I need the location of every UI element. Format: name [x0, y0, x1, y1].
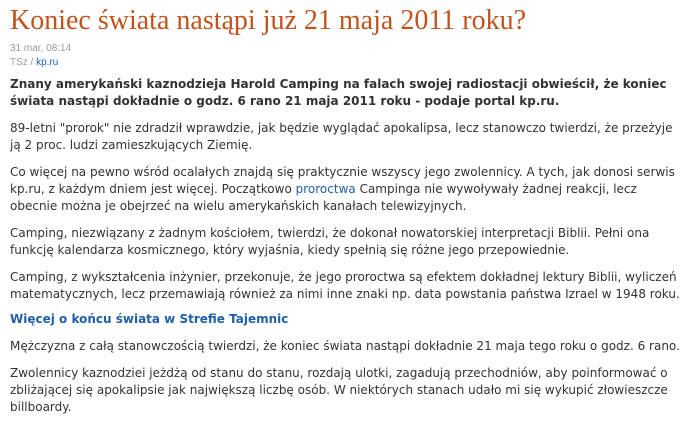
byline-separator: / [27, 57, 37, 68]
related-article-link[interactable]: Więcej o końcu świata w Strefie Tajemnic [10, 312, 289, 326]
author-name: TSz [10, 57, 28, 68]
paragraph-2 [10, 164, 682, 215]
prophecy-link[interactable]: proroctwa [295, 182, 356, 196]
article-lead: Znany amerykański kaznodzieja Harold Camping na falach swojej radiostacji obwieścił, że koniec świata nastąpi dokładnie o godz. 6 rano 21 maja 2011 roku - podaje portal kp.ru. [10, 77, 667, 108]
related-section [10, 311, 682, 328]
paragraph-2-text-end: Campinga nie wywoływały żadnej reakcji, lecz obecnie można je obejrzeć na wielu amerykańskich kanałach telewizyjnych. [10, 182, 637, 213]
article-meta [10, 42, 682, 70]
paragraph-1: 89-letni "prorok" nie zdradził wprawdzie, jak będzie wyglądać apokalipsa, lecz stanowczo twierdzi, że przeżyje ją 2 proc. ludzi zamieszkujących Ziemię. [10, 121, 673, 152]
article [10, 0, 682, 416]
paragraph-2-text-start: Co więcej na pewno wśród ocalałych znajdą się praktycznie wszyscy jego zwolennicy. A tych, jak donosi serwis kp.ru, z każdym dniem jest więcej. Początkowo [10, 165, 675, 196]
article-byline [10, 56, 682, 70]
source-link[interactable]: kp.ru [36, 57, 59, 68]
article-date: 31 mar, 08:14 [10, 43, 72, 54]
article-title: Koniec świata nastąpi już 21 maja 2011 roku? [10, 5, 527, 36]
paragraph-3: Camping, niezwiązany z żadnym kościołem, twierdzi, że dokonał nowatorskiej interpretacji Biblii. Pełni ona funkcję kalendarza kosmicznego, który wyjaśnia, kiedy spełnią się różne jego przepowiednie. [10, 226, 650, 257]
paragraph-5: Mężczyzna z całą stanowczością twierdzi, że koniec świata nastąpi dokładnie 21 maja tego roku o godz. 6 rano. [10, 339, 680, 353]
paragraph-6: Zwolennicy kaznodziei jeżdżą od stanu do stanu, rozdają ulotki, zagadują przechodniów, aby poinformować o zbliżającej się apokalipsie jak największą liczbę osób. W niektórych stanach udało mi się wykupić złowieszcze billboardy. [10, 366, 668, 414]
paragraph-4: Camping, z wykształcenia inżynier, przekonuje, że jego proroctwa są efektem dokładnej lektury Biblii, wyliczeń matematycznych, lecz przemawiają również za nimi inne znaki np. data powstania państwa Izrael w 1948 roku. [10, 270, 680, 301]
